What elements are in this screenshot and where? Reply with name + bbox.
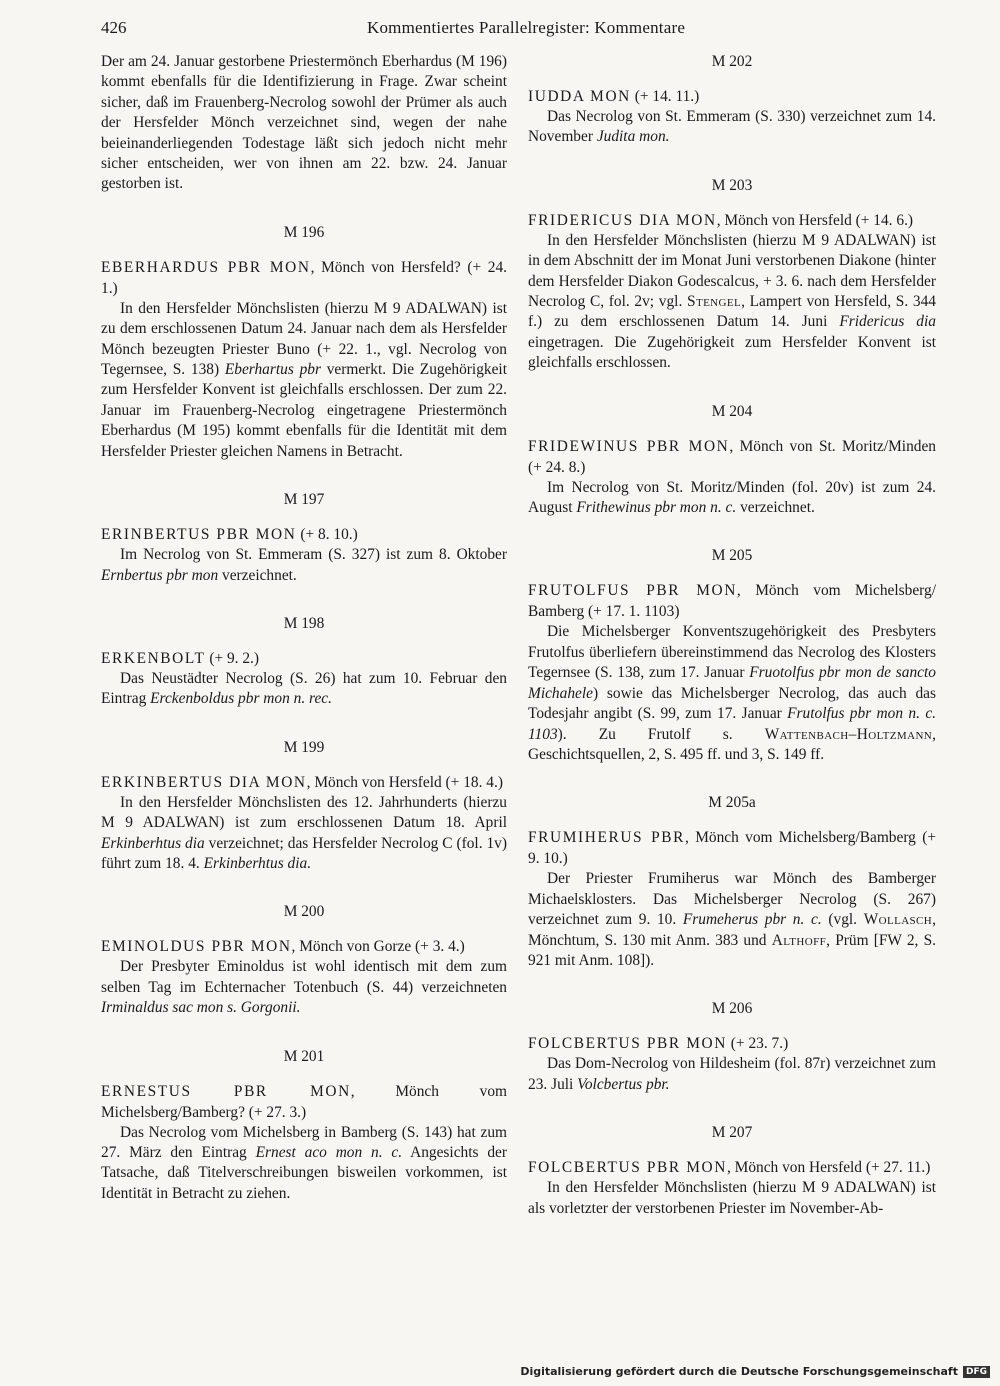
- entry-heading: EBERHARDUS PBR MON, Mönch von Hersfeld? (+ 24. 1.): [101, 258, 507, 297]
- entry-number: M 200: [283, 903, 325, 921]
- entry-number: M 197: [283, 491, 325, 509]
- entry-heading: FRUTOLFUS PBR MON, Mönch vom Michelsberg/ Bamberg (+ 17. 1. 1103): [528, 582, 936, 621]
- running-title: Kommentiertes Parallelregister: Kommentare: [367, 18, 686, 37]
- entry-heading: FOLCBERTUS PBR MON, Mönch von Hersfeld (+ 27. 11.): [528, 1159, 931, 1177]
- entry-number: M 201: [283, 1047, 325, 1065]
- entry-body: Das Dom-Necrolog von Hildesheim (fol. 87r) verzeichnet zum 23. Juli Volcbertus pbr.: [528, 1055, 936, 1093]
- page-number: 426: [101, 18, 127, 37]
- entry-body: In den Hersfelder Mönchslisten des 12. Jahrhunderts (hierzu M 9 ADALWAN) ist zum erschlossenen Datum 18. April Erkinberhtus dia verzeichnet; das Hersfelder Necrolog C (fol. 1v) führt zum 18. 4. Erkinberhtus dia.: [101, 793, 507, 872]
- intro-paragraph: Der am 24. Januar gestorbene Priestermönch Eberhardus (M 196) kommt ebenfalls für die Identifizierung in Frage. Zwar scheint sicher, daß im Frauenberg-Necrolog sowohl der Prümer als auch der Hersfelder Mönch verzeichnet sind, wegen der nahe beieinanderliegenden Todestage läßt sich jedoch nicht mehr sicher entscheiden, wer von ihnen am 22. bzw. 24. Januar gestorben ist.: [101, 53, 507, 193]
- right-column: [528, 52, 936, 1219]
- entry-heading: EMINOLDUS PBR MON, Mönch von Gorze (+ 3. 4.): [101, 938, 465, 956]
- entry-number: M 199: [283, 738, 325, 756]
- credit-text: Digitalisierung gefördert durch die Deutsche Forschungsgemeinschaft: [520, 1365, 958, 1378]
- entry-number: M 205: [711, 547, 753, 565]
- entry-heading: ERKINBERTUS DIA MON, Mönch von Hersfeld (+ 18. 4.): [101, 773, 503, 791]
- entry-number: M 206: [711, 1000, 753, 1018]
- entry-heading: IUDDA MON (+ 14. 11.): [528, 88, 700, 105]
- entry-number: M 203: [711, 176, 753, 194]
- entry-heading: FOLCBERTUS PBR MON (+ 23. 7.): [528, 1035, 789, 1053]
- entry-body: In den Hersfelder Mönchslisten (hierzu M 9 ADALWAN) ist in dem Abschnitt der im Monat Juni verstorbenen Diakone (hinter dem Hersfelder Diakon Godescalcus, + 3. 6. nach dem Hersfelder Necrolog C, fol. 2v; vgl. Stengel, Lampert von Hersfeld, S. 344 f.) zu dem erschlossenen Datum 14. Juni Fridericus dia eingetragen. Die Zugehörigkeit zum Hersfelder Konvent ist gleichfalls erschlossen.: [528, 231, 936, 372]
- entry-heading: FRIDEWINUS PBR MON, Mönch von St. Moritz/Minden (+ 24. 8.): [528, 437, 937, 476]
- entry-number: M 204: [711, 402, 753, 420]
- entry-heading: ERNESTUS PBR MON, Mönch vom Michelsberg/Bamberg? (+ 27. 3.): [101, 1082, 507, 1121]
- entry-body: In den Hersfelder Mönchslisten (hierzu M 9 ADALWAN) ist zu dem erschlossenen Datum 24. Januar nach dem als Hersfelder Mönch bezeugten Priester Buno (+ 22. 1., vgl. Necrolog von Tegernsee, S. 138) Eberhartus pbr vermerkt. Die Zugehörigkeit zum Hersfelder Konvent ist gleichfalls erschlossen. Der zum 22. Januar im Frauenberg-Necrolog eingetragene Priestermönch Eberhardus (M 195) kommt ebenfalls für die Identität mit dem Hersfelder Priester gleichen Namens in Betracht.: [101, 299, 507, 460]
- entry-body: In den Hersfelder Mönchslisten (hierzu M 9 ADALWAN) ist als vorletzter der verstorbenen Priester im November-Ab-: [528, 1179, 936, 1217]
- entry-heading: FRIDERICUS DIA MON, Mönch von Hersfeld (+ 14. 6.): [528, 211, 914, 229]
- entry-number: M 202: [711, 53, 753, 70]
- entry-heading: ERINBERTUS PBR MON (+ 8. 10.): [101, 526, 358, 544]
- entry-body: Das Neustädter Necrolog (S. 26) hat zum 10. Februar den Eintrag Erckenboldus pbr mon n. rec.: [101, 669, 507, 708]
- entry-body: Im Necrolog von St. Emmeram (S. 327) ist zum 8. Oktober Ernbertus pbr mon verzeichnet.: [101, 546, 507, 584]
- entry-heading: FRUMIHERUS PBR, Mönch vom Michelsberg/Bamberg (+ 9. 10.): [528, 829, 937, 868]
- entry-number: M 198: [283, 614, 325, 632]
- entry-number: M 196: [283, 223, 325, 241]
- dfg-logo: DFG: [963, 1366, 990, 1378]
- digitization-credit: [520, 1365, 990, 1378]
- entry-body: Der Priester Frumiherus war Mönch des Bamberger Michaelsklosters. Das Michelsberger Necrolog (S. 267) verzeichnet zum 9. 10. Frumeherus pbr n. c. (vgl. Wollasch, Mönchtum, S. 130 mit Anm. 383 und Althoff, Prüm [FW 2, S. 921 mit Anm. 108]).: [528, 870, 936, 969]
- entry-heading: ERKENBOLT (+ 9. 2.): [101, 649, 260, 667]
- entry-body: Das Necrolog vom Michelsberg in Bamberg (S. 143) hat zum 27. März den Eintrag Ernest aco mon n. c. Angesichts der Tatsache, daß Titelverschreibungen bisweilen vorkommen, ist Identität in Betracht zu ziehen.: [101, 1123, 507, 1202]
- entry-body: Im Necrolog von St. Moritz/Minden (fol. 20v) ist zum 24. August Frithewinus pbr mon n. c. verzeichnet.: [528, 478, 936, 517]
- entry-number: M 205a: [708, 794, 756, 812]
- entry-body: Der Presbyter Eminoldus ist wohl identisch mit dem zum selben Tag im Echternacher Totenbuch (S. 44) verzeichneten Irminaldus sac mon s. Gorgonii.: [101, 958, 507, 1017]
- entry-body: Das Necrolog von St. Emmeram (S. 330) verzeichnet zum 14. November Judita mon.: [528, 108, 936, 146]
- entry-number: M 207: [711, 1124, 753, 1142]
- left-column: [101, 52, 507, 1204]
- entry-body: Die Michelsberger Konventszugehörigkeit des Presbyters Frutolfus überliefern übereinstimmend das Necrolog des Klosters Tegernsee (S. 138, zum 17. Januar Fruotolfus pbr mon de sancto Michahele) sowie das Michelsberger Necrolog, das auch das Todesjahr angibt (S. 99, zum 17. Januar Frutolfus pbr mon n. c. 1103). Zu Frutolf s. Wattenbach–Holtzmann, Geschichtsquellen, 2, S. 495 ff. und 3, S. 149 ff.: [528, 623, 937, 763]
